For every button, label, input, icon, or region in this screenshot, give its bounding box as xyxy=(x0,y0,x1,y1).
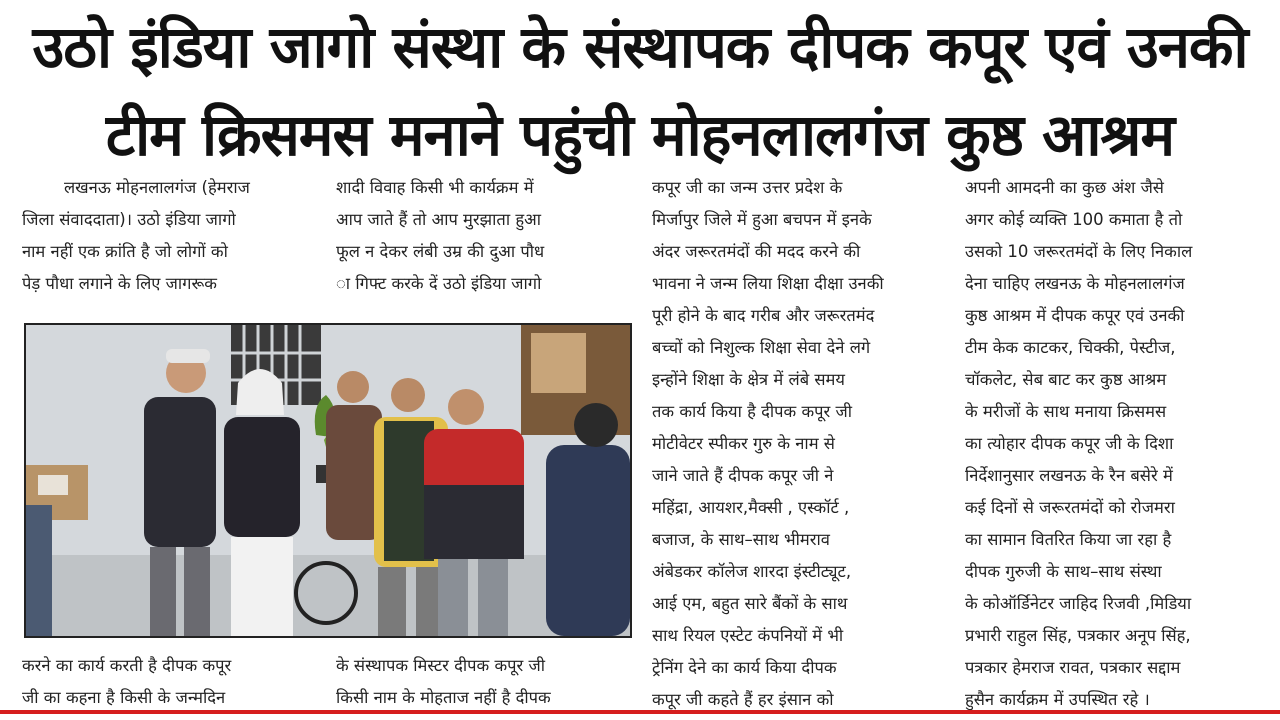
column-3 xyxy=(652,172,948,716)
column-1-bottom xyxy=(22,650,322,714)
text-line: बच्चों को निशुल्क शिक्षा सेवा देने लगे xyxy=(652,338,871,357)
text-line: आप जाते हैं तो आप मुरझाता हुआ xyxy=(336,210,541,229)
text-line: फूल न देकर लंबी उम्र की दुआ पौध xyxy=(336,242,545,261)
text-line: दीपक गुरुजी के साथ–साथ संस्था xyxy=(965,562,1162,581)
text-line: कई दिनों से जरूरतमंदों को रोजमरा xyxy=(965,498,1175,517)
text-line: ा गिफ्ट करके दें उठो इंडिया जागो xyxy=(336,274,542,293)
text-line: प्रभारी राहुल सिंह, पत्रकार अनूप सिंह, xyxy=(965,626,1191,645)
text-line: के मरीजों के साथ मनाया क्रिसमस xyxy=(965,402,1167,421)
photo-illustration xyxy=(26,325,630,636)
text-line: इन्होंने शिक्षा के क्षेत्र में लंबे समय xyxy=(652,370,845,389)
column-2-bottom xyxy=(336,650,632,714)
text-line: के कोऑर्डिनेटर जाहिद रिजवी ,मिडिया xyxy=(965,594,1192,613)
text-line: अंबेडकर कॉलेज शारदा इंस्टीट्यूट, xyxy=(652,562,852,581)
text-line: अगर कोई व्यक्ति 100 कमाता है तो xyxy=(965,210,1183,229)
text-line: करने का कार्य करती है दीपक कपूर xyxy=(22,656,232,675)
text-line: ट्रेनिंग देने का कार्य किया दीपक xyxy=(652,658,837,677)
headline-line-1: उठो इंडिया जागो संस्था के संस्थापक दीपक कपूर एवं उनकी xyxy=(32,13,1248,81)
text-line: शादी विवाह किसी भी कार्यक्रम में xyxy=(336,178,534,197)
text-line: जी का कहना है किसी के जन्मदिन xyxy=(22,688,226,707)
text-line: के संस्थापक मिस्टर दीपक कपूर जी xyxy=(336,656,546,675)
text-line: उसको 10 जरूरतमंदों के लिए निकाल xyxy=(965,242,1193,261)
text-line: अपनी आमदनी का कुछ अंश जैसे xyxy=(965,178,1164,197)
text-line: जाने जाते हैं दीपक कपूर जी ने xyxy=(652,466,834,485)
column-1-top xyxy=(22,172,322,300)
text-line: जिला संवाददाता)। उठो इंडिया जागो xyxy=(22,210,236,229)
text-line: पत्रकार हेमराज रावत, पत्रकार सद्दाम xyxy=(965,658,1181,677)
text-line: मिर्जापुर जिले में हुआ बचपन में इनके xyxy=(652,210,872,229)
text-line: किसी नाम के मोहताज नहीं है दीपक xyxy=(336,688,551,707)
text-line: देना चाहिए लखनऊ के मोहनलालगंज xyxy=(965,274,1185,293)
headline-line-2: टीम क्रिसमस मनाने पहुंची मोहनलालगंज कुष्ठ आश्रम xyxy=(105,101,1175,169)
text-line: अंदर जरूरतमंदों की मदद करने की xyxy=(652,242,861,261)
text-line: टीम केक काटकर, चिक्की, पेस्टीज, xyxy=(965,338,1176,357)
text-line: साथ रियल एस्टेट कंपनियों में भी xyxy=(652,626,844,645)
text-line: तक कार्य किया है दीपक कपूर जी xyxy=(652,402,853,421)
text-line: भावना ने जन्म लिया शिक्षा दीक्षा उनकी xyxy=(652,274,884,293)
text-line: पेड़ पौधा लगाने के लिए जागरूक xyxy=(22,274,217,293)
text-line: कपूर जी का जन्म उत्तर प्रदेश के xyxy=(652,178,843,197)
text-line: चॉकलेट, सेब बाट कर कुष्ठ आश्रम xyxy=(965,370,1167,389)
text-line: आई एम, बहुत सारे बैंकों के साथ xyxy=(652,594,848,613)
column-2-top xyxy=(336,172,632,300)
news-photo xyxy=(24,323,632,638)
text-line: नाम नहीं एक क्रांति है जो लोगों को xyxy=(22,242,228,261)
text-line: लखनऊ मोहनलालगंज (हेमराज xyxy=(64,178,250,197)
text-line: का सामान वितरित किया जा रहा है xyxy=(965,530,1172,549)
text-line: का त्योहार दीपक कपूर जी के दिशा xyxy=(965,434,1174,453)
text-line: पूरी होने के बाद गरीब और जरूरतमंद xyxy=(652,306,875,325)
text-line: महिंद्रा, आयशर,मैक्सी , एस्कॉर्ट , xyxy=(652,498,850,517)
text-line: हुसैन कार्यक्रम में उपस्थित रहे । xyxy=(965,690,1150,709)
text-line: कुष्ठ आश्रम में दीपक कपूर एवं उनकी xyxy=(965,306,1185,325)
bottom-red-rule xyxy=(0,710,1280,714)
column-4 xyxy=(965,172,1263,716)
text-line: निर्देशानुसार लखनऊ के रैन बसेरे में xyxy=(965,466,1173,485)
text-line: मोटीवेटर स्पीकर गुरु के नाम से xyxy=(652,434,835,453)
text-line: कपूर जी कहते हैं हर इंसान को xyxy=(652,690,834,709)
text-line: बजाज, के साथ–साथ भीमराव xyxy=(652,530,830,549)
